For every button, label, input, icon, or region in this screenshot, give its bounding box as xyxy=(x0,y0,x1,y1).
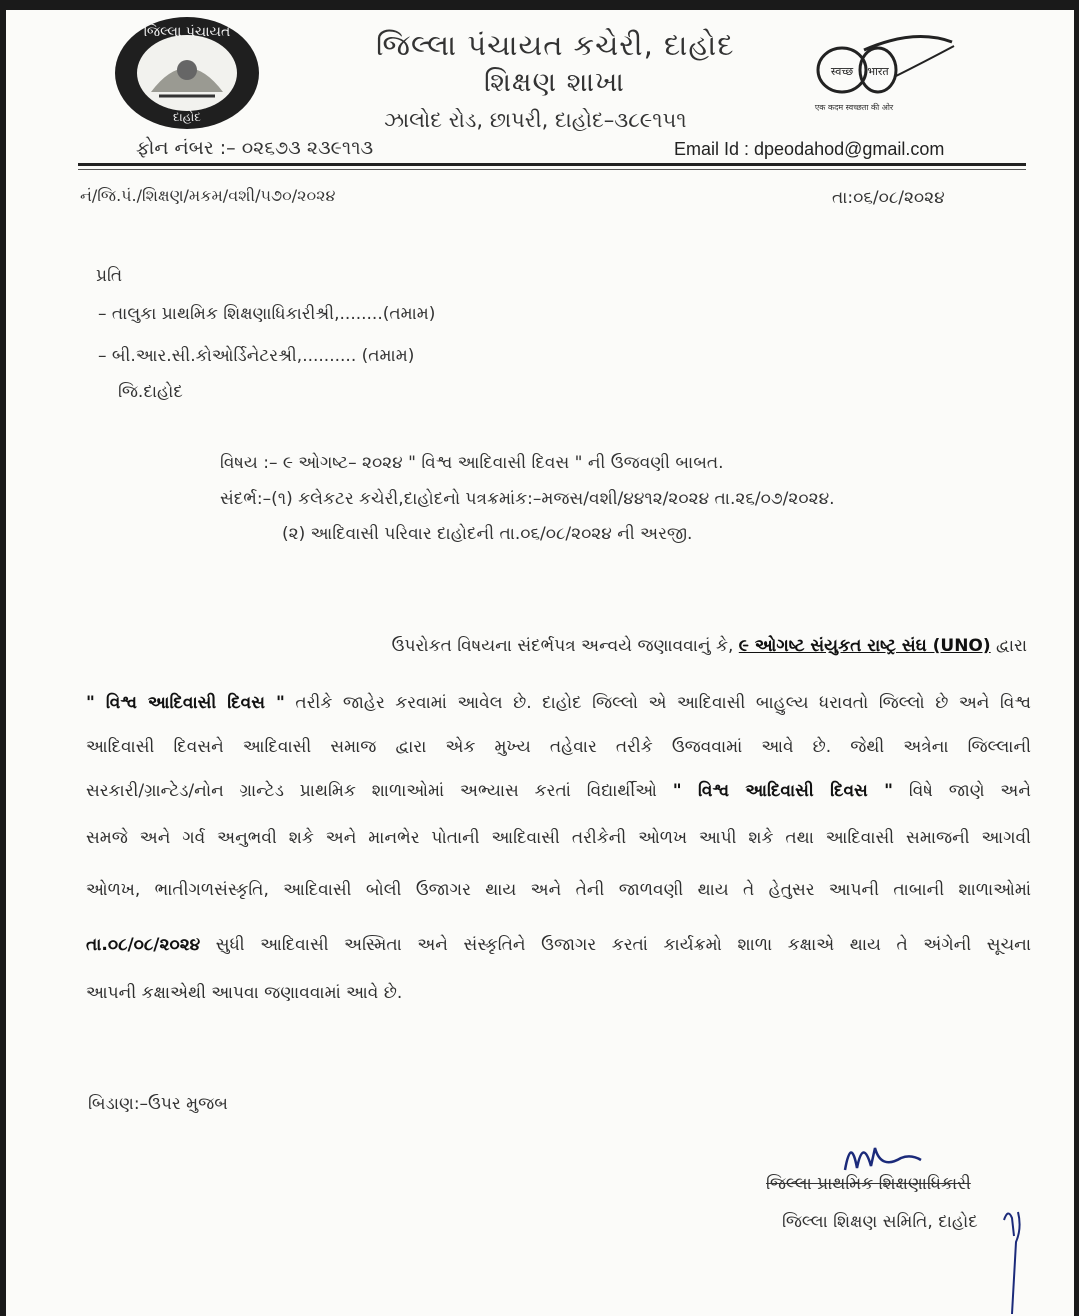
officer-signature xyxy=(841,1130,941,1180)
swachh-left-text: स्वच्छ xyxy=(830,65,854,78)
reference-2: (૨) આદિવાસી પરિવાર દાહોદની તા.૦૬/૦૮/૨૦૨૪ ની અરજી. xyxy=(282,524,693,544)
email-id: Email Id : dpeodahod@gmail.com xyxy=(674,139,945,159)
body-line-3: આદિવાસી દિવસને આદિવાસી સમાજ દ્વારા એક મુખ્ય તહેવાર તરીકે ઉજવવામાં આવે છે. જેથી અત્રેના જિલ્લાની xyxy=(86,737,1031,757)
body-line-6: ઓળખ, ભાતીગળસંસ્કૃતિ, આદિવાસી બોલી ઉજાગર થાય અને તેની જાળવણી થાય તે હેતુસર આપની તાબાની શાળાઓમાં xyxy=(86,880,1031,900)
header-rule-thin xyxy=(78,169,1026,170)
letter-page xyxy=(6,10,1074,1316)
office-address: ઝાલોદ રોડ, છાપરી, દાહોદ–૩૮૯૧૫૧ xyxy=(384,108,687,132)
world-tribal-day-highlight: " વિશ્વ આદિવાસી દિવસ " xyxy=(86,693,285,713)
office-title: જિલ્લા પંચાયત કચેરી, દાહોદ xyxy=(376,28,735,62)
enclosure-note: બિડાણ:–ઉપર મુજબ xyxy=(88,1094,228,1114)
logo-bottom-text: દાહોદ xyxy=(173,110,201,124)
swachh-tagline: एक कदम स्वच्छता की ओर xyxy=(814,103,894,112)
prati-label: પ્રતિ xyxy=(96,266,123,286)
reference-1: સંદર્ભ:–(૧) કલેકટર કચેરી,દાહોદનો પત્રક્રમાંક:–મજસ/વશી/૪૪૧૨/૨૦૨૪ તા.૨૬/૦૭/૨૦૨૪. xyxy=(220,489,835,509)
branch-title: શિક્ષણ શાખા xyxy=(484,67,625,98)
district-panchayat-logo xyxy=(111,14,263,132)
letter-date: તા:૦૬/૦૮/૨૦૨૪ xyxy=(832,188,945,208)
phone-number: ફોન નંબર :– ૦૨૬૭૩ ૨૩૯૧૧૩ xyxy=(136,137,374,159)
swachh-right-text: भारत xyxy=(867,65,889,78)
signatory-office: જિલ્લા શિક્ષણ સમિતિ, દાહોદ xyxy=(782,1212,978,1232)
recipient-taluka: – તાલુકા પ્રાથમિક શિક્ષણાધિકારીશ્રી,........(તમામ) xyxy=(98,304,436,324)
uno-highlight: ૯ ઓગષ્ટ સંયુકત રાષ્ટ્ર સંઘ (UNO) xyxy=(738,636,991,656)
swachh-bharat-logo xyxy=(804,32,964,116)
recipient-district: જિ.દાહોદ xyxy=(118,382,183,402)
world-tribal-day-highlight-2: " વિશ્વ આદિવાસી દિવસ " xyxy=(672,781,894,801)
recipient-brc: – બી.આર.સી.કોઓર્ડિનેટરશ્રી,.......... (તમામ) xyxy=(98,346,415,366)
reference-number: નં/જિ.પં./શિક્ષણ/મકમ/વશી/૫૭૦/૨૦૨૪ xyxy=(80,186,336,205)
body-line-8: આપની કક્ષાએથી આપવા જણાવવામાં આવે છે. xyxy=(86,983,403,1003)
body-line-7: તા.૦૮/૦૮/૨૦૨૪ સુધી આદિવાસી અસ્મિતા અને સંસ્કૃતિને ઉજાગર કરતાં કાર્યક્રમો શાળા કક્ષાએ થાય તે અંગેની સૂચના xyxy=(86,935,1031,955)
body-line-2: " વિશ્વ આદિવાસી દિવસ " તરીકે જાહેર કરવામાં આવેલ છે. દાહોદ જિલ્લો એ આદિવાસી બાહુલ્ય ધરાવતો જિલ્લો છે અને વિશ્વ xyxy=(86,693,1031,713)
body-line-5: સમજે અને ગર્વ અનુભવી શકે અને માનભેર પોતાની આદિવાસી તરીકેની ઓળખ આપી શકે તથા આદિવાસી સમાજની આગવી xyxy=(86,828,1031,848)
body-line-1: ઉપરોકત વિષયના સંદર્ભપત્ર અન્વયે જણાવવાનું કે, ૯ ઓગષ્ટ સંયુકત રાષ્ટ્ર સંઘ (UNO) દ્વારા xyxy=(391,636,1027,656)
deadline-date-highlight: તા.૦૮/૦૮/૨૦૨૪ xyxy=(86,935,201,955)
ink-mark xyxy=(1000,1206,1030,1316)
body-line-4: સરકારી/ગ્રાન્ટેડ/નોન ગ્રાન્ટેડ પ્રાથમિક શાળાઓમાં અભ્યાસ કરતાં વિદ્યાર્થીઓ " વિશ્વ આદિવાસી દિવસ " વિષે જાણે અને xyxy=(86,781,1031,801)
header-rule xyxy=(78,163,1026,166)
logo-top-text: જિલ્લા પંચાયત xyxy=(143,24,231,40)
signatory-designation: જિલ્લા પ્રાથમિક શિક્ષણાધિકારી xyxy=(766,1174,971,1194)
subject-line: વિષય :– ૯ ઓગષ્ટ– ૨૦૨૪ " વિશ્વ આદિવાસી દિવસ " ની ઉજવણી બાબત. xyxy=(220,453,724,473)
